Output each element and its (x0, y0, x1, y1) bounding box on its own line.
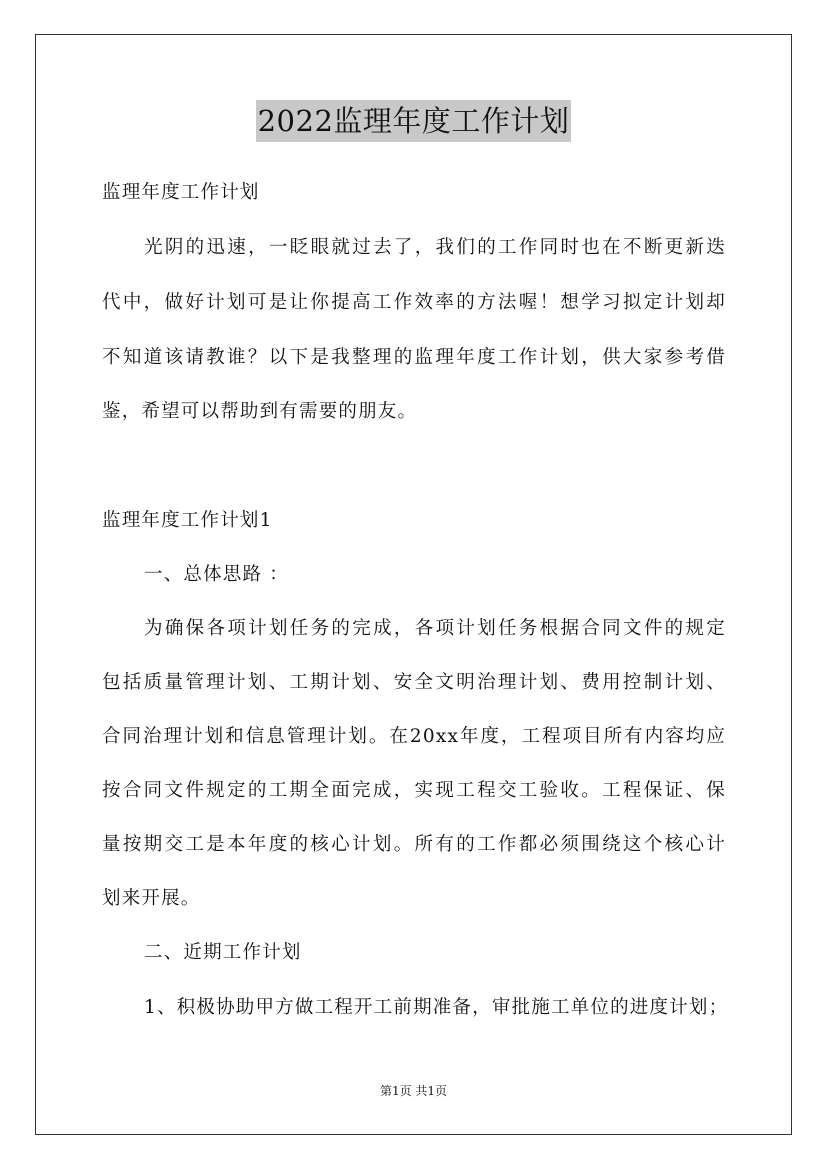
paragraph-line: 合同治理计划和信息管理计划。在20xx年度，工程项目所有内容均应 (102, 726, 726, 747)
paragraph-line: 划来开展。 (102, 888, 201, 909)
paragraph-line: 1、积极协助甲方做工程开工前期准备，审批施工单位的进度计划； (144, 997, 729, 1018)
intro-line: 光阴的迅速，一眨眼就过去了，我们的工作同时也在不断更新迭 (144, 237, 726, 258)
intro-line: 代中，做好计划可是让你提高工作效率的方法喔！想学习拟定计划却 (102, 292, 726, 313)
document-title: 2022监理年度工作计划 (256, 100, 572, 142)
paragraph-line: 为确保各项计划任务的完成，各项计划任务根据合同文件的规定 (144, 618, 726, 639)
paragraph-line: 量按期交工是本年度的核心计划。所有的工作都必须围绕这个核心计 (102, 834, 726, 855)
title-wrap (0, 100, 827, 142)
item-heading: 一、总体思路 ： (144, 564, 289, 585)
intro-line: 鉴，希望可以帮助到有需要的朋友。 (102, 401, 418, 422)
paragraph-line: 包括质量管理计划、工期计划、安全文明治理计划、费用控制计划、 (102, 672, 726, 693)
subtitle: 监理年度工作计划 (102, 182, 260, 203)
intro-line: 不知道该请教谁？以下是我整理的监理年度工作计划，供大家参考借 (102, 347, 726, 368)
page-footer: 第1页 共1页 (379, 1084, 448, 1098)
section-heading: 监理年度工作计划1 (102, 510, 273, 531)
paragraph-line: 按合同文件规定的工期全面完成，实现工程交工验收。工程保证、保 (102, 780, 726, 801)
item-heading: 二、近期工作计划 (144, 942, 302, 963)
